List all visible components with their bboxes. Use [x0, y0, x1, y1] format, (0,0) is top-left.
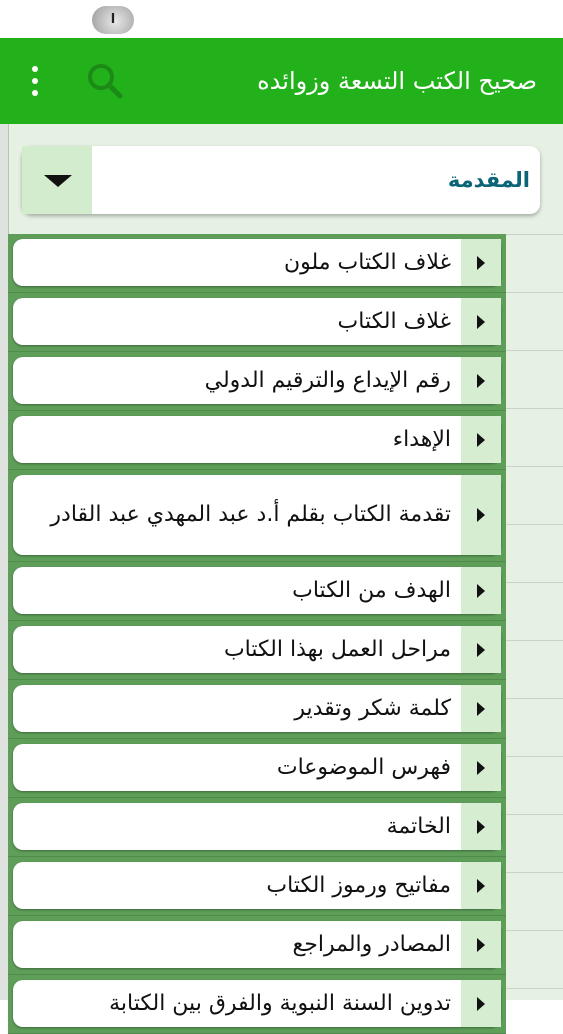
- chapter-item[interactable]: [8, 411, 506, 470]
- chapter-card[interactable]: [13, 626, 501, 673]
- expand-arrow-icon: [477, 879, 485, 893]
- search-button[interactable]: [84, 60, 126, 102]
- expand-arrow-icon: [477, 584, 485, 598]
- chapter-item[interactable]: [8, 621, 506, 680]
- background-lines: [506, 124, 563, 1000]
- app-notification-icon: ا: [92, 6, 134, 34]
- chapter-label: تدوين السنة النبوية والفرق بين الكتابة: [109, 990, 451, 1016]
- status-bar: [0, 0, 563, 38]
- expand-arrow-icon: [477, 643, 485, 657]
- chapter-item[interactable]: [8, 798, 506, 857]
- chapter-label: المصادر والمراجع: [292, 931, 451, 957]
- overflow-menu-button[interactable]: [18, 60, 52, 102]
- chapter-item[interactable]: [8, 562, 506, 621]
- expand-arrow-icon: [477, 374, 485, 388]
- expand-area[interactable]: [461, 744, 501, 791]
- chapter-label: الإهداء: [392, 426, 451, 452]
- expand-arrow-icon: [477, 256, 485, 270]
- chapter-item[interactable]: [8, 857, 506, 916]
- chapter-label: غلاف الكتاب ملون: [283, 249, 451, 275]
- expand-area[interactable]: [461, 475, 501, 555]
- dropdown-selected-value: المقدمة: [447, 168, 530, 192]
- chapter-list: [8, 234, 506, 1034]
- chapter-card[interactable]: [13, 298, 501, 345]
- expand-arrow-icon: [477, 761, 485, 775]
- chapter-label: كلمة شكر وتقدير: [294, 695, 451, 721]
- background-line: [506, 408, 563, 409]
- chapter-item[interactable]: [8, 975, 506, 1034]
- chapter-label: مراحل العمل بهذا الكتاب: [223, 636, 451, 662]
- background-line: [506, 930, 563, 931]
- expand-area[interactable]: [461, 803, 501, 850]
- dropdown-arrow-icon: [44, 175, 72, 187]
- chapter-item[interactable]: [8, 916, 506, 975]
- background-line: [506, 872, 563, 873]
- more-vert-dot: [32, 90, 38, 96]
- expand-area[interactable]: [461, 626, 501, 673]
- search-icon: [84, 60, 126, 102]
- expand-arrow-icon: [477, 508, 485, 522]
- expand-area[interactable]: [461, 239, 501, 286]
- expand-area[interactable]: [461, 921, 501, 968]
- background-line: [506, 234, 563, 235]
- chapter-card[interactable]: [13, 803, 501, 850]
- background-line: [506, 292, 563, 293]
- background-line: [506, 756, 563, 757]
- chapter-label: فهرس الموضوعات: [276, 754, 451, 780]
- chapter-label: تقدمة الكتاب بقلم أ.د عبد المهدي عبد القادر: [50, 502, 451, 527]
- background-line: [506, 640, 563, 641]
- chapter-label: الهدف من الكتاب: [292, 577, 451, 603]
- content-area: [0, 124, 563, 1016]
- chapter-label: الخاتمة: [386, 813, 451, 839]
- background-line: [506, 988, 563, 989]
- expand-arrow-icon: [477, 315, 485, 329]
- chapter-card[interactable]: [13, 239, 501, 286]
- background-line: [506, 466, 563, 467]
- expand-area[interactable]: [461, 685, 501, 732]
- chapter-card[interactable]: [13, 416, 501, 463]
- expand-arrow-icon: [477, 997, 485, 1011]
- expand-area[interactable]: [461, 862, 501, 909]
- expand-area[interactable]: [461, 567, 501, 614]
- chapter-card[interactable]: [13, 685, 501, 732]
- chapter-item[interactable]: [8, 352, 506, 411]
- chapter-card[interactable]: [13, 980, 501, 1027]
- background-line: [506, 350, 563, 351]
- chapter-item[interactable]: [8, 680, 506, 739]
- expand-area[interactable]: [461, 357, 501, 404]
- chapter-card[interactable]: [13, 744, 501, 791]
- expand-arrow-icon: [477, 433, 485, 447]
- app-bar: [0, 38, 563, 124]
- chapter-label: غلاف الكتاب: [337, 308, 451, 334]
- background-line: [506, 582, 563, 583]
- more-vert-dot: [32, 78, 38, 84]
- chapter-card[interactable]: [13, 921, 501, 968]
- chapter-card[interactable]: [13, 475, 501, 555]
- chapter-item[interactable]: [8, 470, 506, 562]
- chapter-card[interactable]: [13, 357, 501, 404]
- expand-arrow-icon: [477, 702, 485, 716]
- dropdown-arrow-area[interactable]: [22, 146, 92, 214]
- background-line: [506, 814, 563, 815]
- background-line: [506, 524, 563, 525]
- more-vert-icon: [32, 66, 38, 72]
- expand-area[interactable]: [461, 416, 501, 463]
- chapter-label: رقم الإيداع والترقيم الدولي: [204, 367, 451, 393]
- expand-area[interactable]: [461, 298, 501, 345]
- chapter-item[interactable]: [8, 739, 506, 798]
- chapter-card[interactable]: [13, 862, 501, 909]
- expand-arrow-icon: [477, 820, 485, 834]
- expand-arrow-icon: [477, 938, 485, 952]
- background-line: [506, 698, 563, 699]
- app-title: صحيح الكتب التسعة وزوائده: [257, 67, 537, 95]
- chapter-item[interactable]: [8, 234, 506, 293]
- expand-area[interactable]: [461, 980, 501, 1027]
- chapter-card[interactable]: [13, 567, 501, 614]
- chapter-label: مفاتيح ورموز الكتاب: [266, 872, 451, 898]
- chapter-item[interactable]: [8, 293, 506, 352]
- section-dropdown[interactable]: [22, 146, 540, 214]
